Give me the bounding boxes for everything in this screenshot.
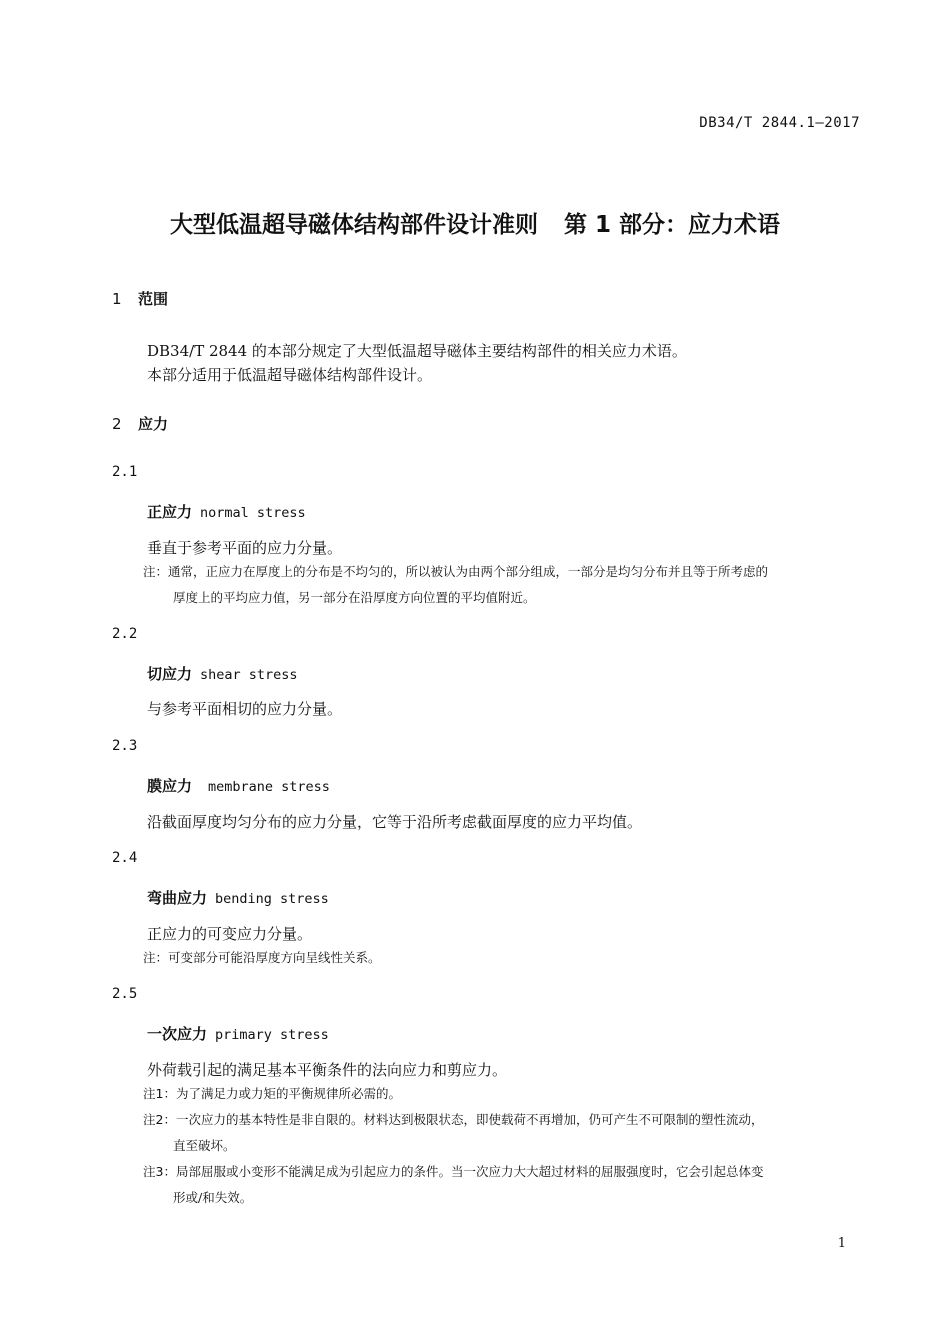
term-note: 注2：一次应力的基本特性是非自限的。材料达到极限状态，即使载荷不再增加，仍可产生不可限制的塑性流动， 直至破坏。 (143, 1112, 764, 1153)
section-heading-scope: 1 范围 (112, 290, 169, 308)
page-number: 1 (837, 1236, 846, 1251)
scope-paragraph-2: 本部分适用于低温超导磁体结构部件设计。 (147, 366, 433, 384)
clause-number: 2.2 (112, 626, 138, 642)
term-note: 注：通常，正应力在厚度上的分布是不均匀的，所以被认为由两个部分组成，一部分是均匀分布并且等于所考虑的 厚度上的平均应力值，另一部分在沿厚度方向位置的平均值附近。 (143, 564, 769, 605)
term-entry: 切应力 shear stress (147, 665, 298, 683)
standard-number: DB34/T 2844.1—2017 (699, 115, 860, 131)
title-main: 大型低温超导磁体结构部件设计准则 (169, 212, 538, 238)
term-note: 注3：局部屈服或小变形不能满足成为引起应力的条件。当一次应力大大超过材料的屈服强度时，它会引起总体变 形或/和失效。 (143, 1164, 764, 1205)
term-entry: 一次应力 primary stress (147, 1025, 329, 1043)
document-title (0, 206, 950, 239)
section-heading-stress: 2 应力 (112, 415, 169, 433)
clause-number: 2.3 (112, 738, 138, 754)
term-note: 注1：为了满足力或力矩的平衡规律所必需的。 (143, 1086, 401, 1101)
scope-paragraph-1: DB34/T 2844 的本部分规定了大型低温超导磁体主要结构部件的相关应力术语。 (147, 342, 687, 360)
term-entry: 正应力 normal stress (147, 503, 306, 521)
term-definition: 与参考平面相切的应力分量。 (147, 700, 343, 718)
term-definition: 垂直于参考平面的应力分量。 (147, 539, 343, 557)
title-part: 第 1 部分：应力术语 (563, 212, 781, 238)
term-entry: 弯曲应力 bending stress (147, 889, 329, 907)
term-definition: 外荷载引起的满足基本平衡条件的法向应力和剪应力。 (147, 1061, 508, 1079)
clause-number: 2.5 (112, 986, 138, 1002)
clause-number: 2.1 (112, 464, 138, 480)
term-definition: 正应力的可变应力分量。 (147, 925, 313, 943)
term-note: 注：可变部分可能沿厚度方向呈线性关系。 (143, 950, 381, 965)
term-definition: 沿截面厚度均匀分布的应力分量，它等于沿所考虑截面厚度的应力平均值。 (147, 813, 643, 831)
clause-number: 2.4 (112, 850, 138, 866)
term-entry: 膜应力 membrane stress (147, 777, 330, 795)
